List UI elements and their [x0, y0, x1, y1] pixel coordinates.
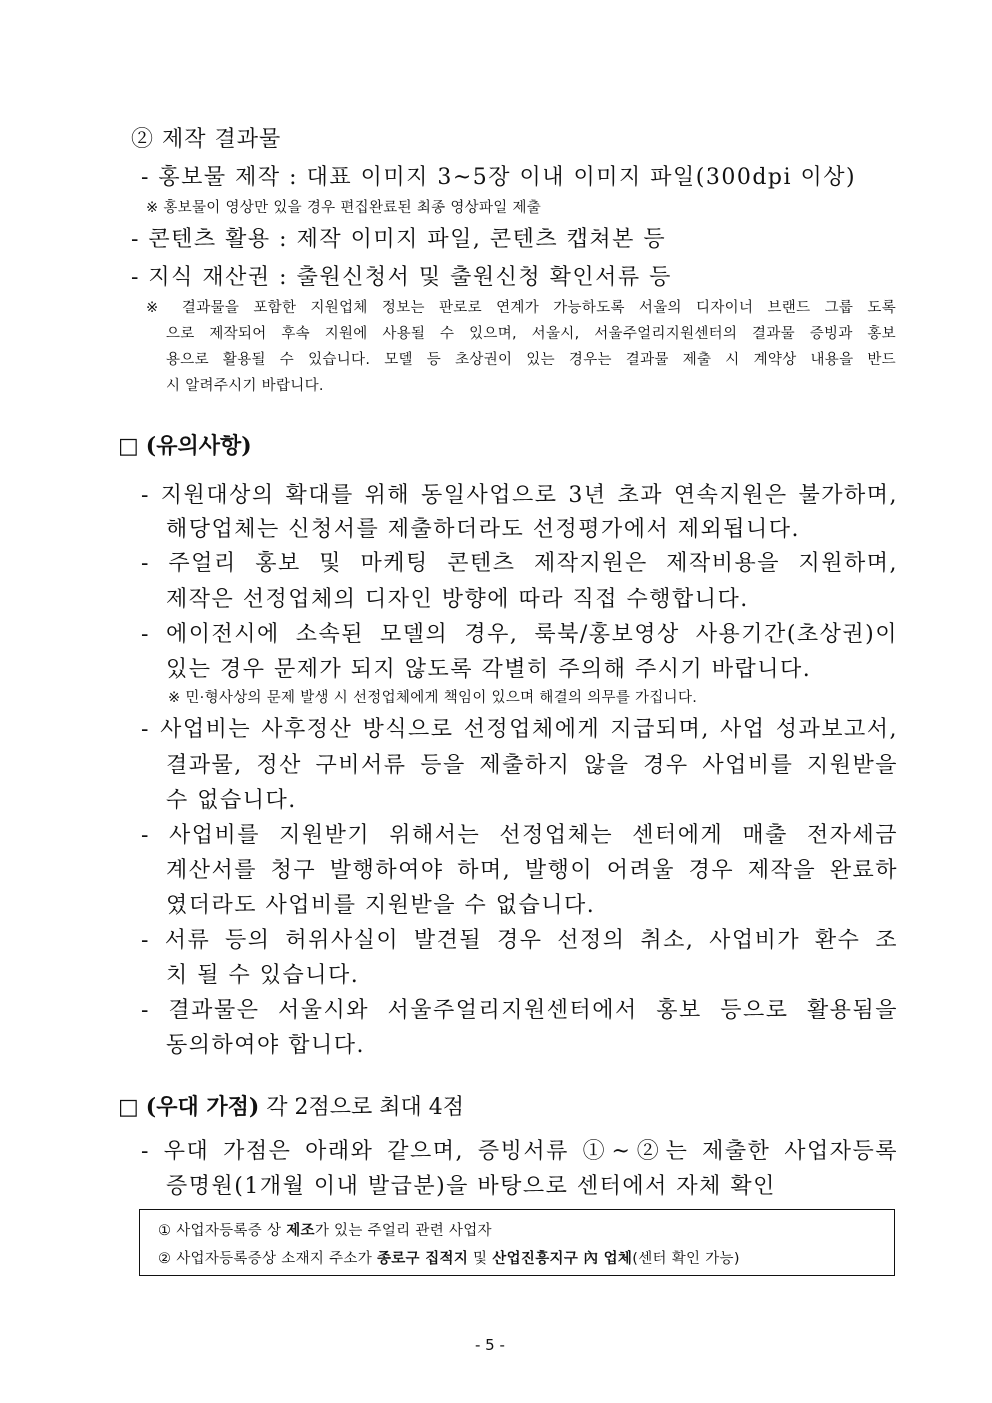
checkbox-square-icon: □ [118, 1095, 139, 1120]
caution-line: - 사업비는 사후정산 방식으로 선정업체에게 지급되며, 사업 성과보고서, [141, 717, 898, 742]
checkbox-square-icon: □ [118, 434, 139, 459]
results-item-promo-note: ※ 홍보물이 영상만 있을 경우 편집완료된 최종 영상파일 제출 [146, 200, 542, 216]
cautions-heading [118, 429, 252, 460]
caution-line: - 사업비를 지원받기 위해서는 선정업체는 센터에게 매출 전자세금 [141, 823, 898, 848]
caution-line: - 에이전시에 소속된 모델의 경우, 룩북/홍보영상 사용기간(초상권)이 [141, 622, 898, 647]
caution-line: 수 없습니다. [166, 788, 297, 813]
results-note-line: 시 알려주시기 바랍니다. [166, 378, 324, 394]
results-note-line: 용으로 활용될 수 있습니다. 모델 등 초상권이 있는 경우는 결과물 제출 시 계약상 내용을 반드 [166, 352, 896, 368]
page-number: - 5 - [475, 1336, 505, 1354]
caution-line: 있는 경우 문제가 되지 않도록 각별히 주의해 주시기 바랍니다. [166, 657, 812, 682]
caution-line: - 결과물은 서울시와 서울주얼리지원센터에서 홍보 등으로 활용됨을 [141, 998, 898, 1023]
bonus-heading-detail: 각 2점으로 최대 4점 [259, 1095, 465, 1120]
bonus-criteria-item-1: ① 사업자등록증 상 제조가 있는 주얼리 관련 사업자 [158, 1223, 492, 1239]
caution-line: 해당업체는 신청서를 제출하더라도 선정평가에서 제외됩니다. [166, 517, 801, 542]
caution-line: 였더라도 사업비를 지원받을 수 없습니다. [166, 893, 596, 918]
bonus-criteria-item-2: ② 사업자등록증상 소재지 주소가 종로구 집적지 및 산업진흥지구 內 업체(센터 확인 가능) [158, 1251, 740, 1267]
bonus-criteria-box [139, 1209, 895, 1276]
caution-line: 계산서를 청구 발행하여야 하며, 발행이 어려울 경우 제작을 완료하 [166, 858, 898, 883]
bonus-heading [118, 1090, 464, 1121]
caution-line: 동의하여야 합니다. [166, 1033, 366, 1058]
results-item-ip: - 지식 재산권 : 출원신청서 및 출원신청 확인서류 등 [131, 265, 672, 290]
caution-line: - 지원대상의 확대를 위해 동일사업으로 3년 초과 연속지원은 불가하며, [141, 483, 898, 508]
caution-note: ※ 민·형사상의 문제 발생 시 선정업체에게 책임이 있으며 해결의 의무를 가집니다. [168, 690, 698, 706]
results-note-line: ※ 결과물을 포함한 지원업체 정보는 판로로 연계가 가능하도록 서울의 디자이너 브랜드 그룹 도록 [146, 300, 896, 316]
results-item-promo: - 홍보물 제작 : 대표 이미지 3~5장 이내 이미지 파일(300dpi 이상) [141, 165, 857, 190]
caution-line: 결과물, 정산 구비서류 등을 제출하지 않을 경우 사업비를 지원받을 [166, 753, 898, 778]
bonus-line: 증명원(1개월 이내 발급분)을 바탕으로 센터에서 자체 확인 [166, 1174, 776, 1199]
caution-line: 제작은 선정업체의 디자인 방향에 따라 직접 수행합니다. [166, 587, 749, 612]
bonus-line: - 우대 가점은 아래와 같으며, 증빙서류 ①~②는 제출한 사업자등록 [141, 1139, 898, 1164]
results-item-content: - 콘텐츠 활용 : 제작 이미지 파일, 콘텐츠 캡쳐본 등 [131, 227, 667, 252]
results-note-line: 으로 제작되어 후속 지원에 사용될 수 있으며, 서울시, 서울주얼리지원센터의 결과물 증빙과 홍보 [166, 326, 896, 342]
caution-line: - 서류 등의 허위사실이 발견될 경우 선정의 취소, 사업비가 환수 조 [141, 928, 898, 953]
caution-line: - 주얼리 홍보 및 마케팅 콘텐츠 제작지원은 제작비용을 지원하며, [141, 551, 898, 576]
bonus-heading-text: (우대 가점) [145, 1094, 260, 1120]
results-title: ② 제작 결과물 [131, 127, 282, 152]
cautions-heading-text: (유의사항) [145, 433, 252, 459]
caution-line: 치 될 수 있습니다. [166, 963, 360, 988]
